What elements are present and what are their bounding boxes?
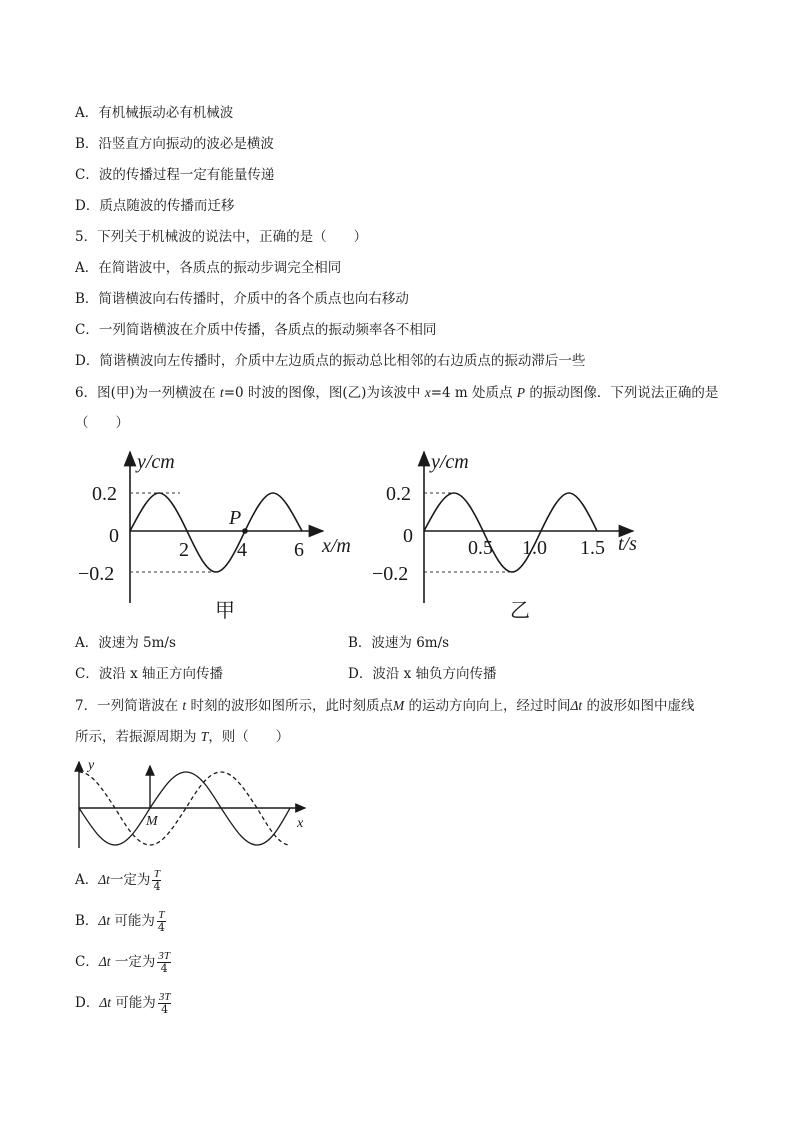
q7-point-m: M bbox=[146, 814, 158, 829]
q7-stem: 7．一列简谐波在 t 时刻的波形如图所示，此时刻质点M 的运动方向向上，经过时间Δt 的波形如图中虚线 bbox=[75, 698, 695, 714]
q6-option-a: A．波速为 5m/s bbox=[75, 635, 176, 651]
yi-tick-y-zero: 0 bbox=[403, 525, 413, 547]
q7-ylabel: y bbox=[88, 758, 95, 773]
yi-tick-y-bottom: −0.2 bbox=[372, 563, 409, 585]
yi-caption: 乙 bbox=[510, 600, 530, 622]
jia-tick-x-4: 4 bbox=[237, 539, 247, 561]
q7-option-c: C．Δt 一定为 $\frac{3T}{4}$ bbox=[75, 950, 170, 975]
q7-option-d: D．Δt 可能为 $\frac{3T}{4}$ bbox=[75, 991, 171, 1016]
yi-tick-x-10: 1.0 bbox=[522, 537, 547, 559]
q4-option-c: C．波的传播过程一定有能量传递 bbox=[75, 167, 275, 183]
q4-option-b: B．沿竖直方向振动的波必是横波 bbox=[75, 136, 274, 152]
jia-caption: 甲 bbox=[215, 600, 235, 622]
jia-ylabel: y/cm bbox=[137, 451, 175, 473]
jia-tick-y-top: 0.2 bbox=[92, 483, 117, 505]
jia-tick-x-2: 2 bbox=[179, 539, 189, 561]
q7-xlabel: x bbox=[297, 816, 304, 831]
q7-option-a: A．Δt一定为 $\frac{T}{4}$ bbox=[75, 868, 161, 893]
jia-tick-x-6: 6 bbox=[294, 539, 304, 561]
q5-option-a: A．在简谐波中，各质点的振动步调完全相同 bbox=[75, 260, 342, 276]
jia-xlabel: x/m bbox=[322, 535, 351, 557]
q7-option-a-fraction: $\frac{T}{4}$ bbox=[153, 868, 161, 893]
q6-option-b: B．波速为 6m/s bbox=[348, 635, 450, 651]
q6-option-c: C．波沿 x 轴正方向传播 bbox=[75, 666, 224, 682]
q6-option-d: D．波沿 x 轴负方向传播 bbox=[348, 666, 497, 682]
q7-option-d-fraction: $\frac{3T}{4}$ bbox=[158, 991, 171, 1016]
q5-stem: 5．下列关于机械波的说法中，正确的是（ ） bbox=[75, 229, 368, 245]
q4-option-a: A．有机械振动必有机械波 bbox=[75, 105, 234, 121]
jia-tick-y-zero: 0 bbox=[109, 525, 119, 547]
jia-tick-y-bottom: −0.2 bbox=[78, 563, 115, 585]
yi-ylabel: y/cm bbox=[431, 451, 469, 473]
q6-stem: 6．图(甲)为一列横波在 t=0 时波的图像，图(乙)为该波中 x=4 m 处质点 P 的振动图像．下列说法正确的是 bbox=[75, 385, 719, 401]
jia-point-p-label: P bbox=[229, 507, 242, 529]
yi-tick-y-top: 0.2 bbox=[386, 483, 411, 505]
q7-option-b: B．Δt 可能为 $\frac{T}{4}$ bbox=[75, 909, 165, 934]
q7-option-c-fraction: $\frac{3T}{4}$ bbox=[158, 950, 170, 975]
q5-option-b: B．简谐横波向右传播时，介质中的各个质点也向右移动 bbox=[75, 291, 409, 307]
q7-stem-line2: 所示，若振源周期为 T，则（ ） bbox=[75, 729, 290, 745]
yi-tick-x-05: 0.5 bbox=[468, 537, 493, 559]
yi-tick-x-15: 1.5 bbox=[580, 537, 605, 559]
q5-option-c: C．一列简谐横波在介质中传播，各质点的振动频率各不相同 bbox=[75, 322, 437, 338]
q6-stem-bracket: （ ） bbox=[75, 415, 129, 431]
q4-option-d: D．质点随波的传播而迁移 bbox=[75, 198, 235, 214]
q7-option-b-fraction: $\frac{T}{4}$ bbox=[157, 909, 165, 934]
yi-xlabel: t/s bbox=[618, 533, 637, 555]
q5-option-d: D．简谐横波向左传播时，介质中左边质点的振动总比相邻的右边质点的振动滞后一些 bbox=[75, 353, 586, 369]
